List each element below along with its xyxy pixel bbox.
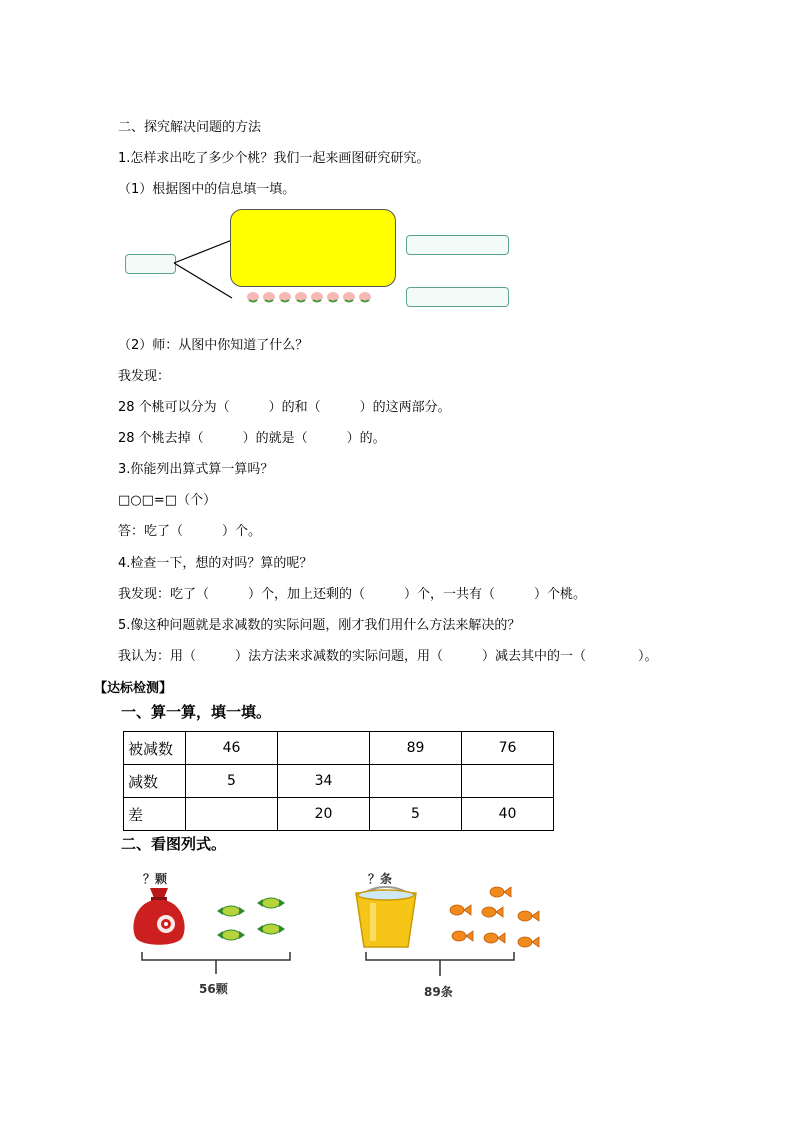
- bottom-brace: [364, 950, 516, 980]
- check-part2-title: 二、看图列式。: [121, 835, 227, 853]
- goldfish-icon: [447, 880, 543, 952]
- discover-label: 我发现：: [118, 369, 171, 384]
- table-cell[interactable]: [186, 798, 278, 831]
- bottom-brace: [140, 950, 292, 978]
- fill-line-b[interactable]: 28 个桃去掉（ ）的就是（ ）的。: [118, 431, 386, 446]
- gift-bag-icon: [130, 884, 188, 948]
- question-4: 4.检查一下，想的对吗？算的呢？: [118, 556, 313, 571]
- eaten-peach-box: [230, 209, 396, 287]
- peach-icon: [294, 291, 308, 303]
- peach-icon: [278, 291, 292, 303]
- table-cell: 被减数: [124, 732, 186, 765]
- section-title: 二、探究解决问题的方法: [118, 120, 262, 135]
- question-1-sub2: （2）师：从图中你知道了什么？: [118, 338, 309, 353]
- candy-total-label: 56颗: [199, 982, 228, 996]
- table-cell[interactable]: 89: [370, 732, 462, 765]
- question-3: 3.你能列出算式算一算吗？: [118, 462, 274, 477]
- table-cell[interactable]: 20: [278, 798, 370, 831]
- table-cell[interactable]: 5: [186, 765, 278, 798]
- question-1-sub1: （1）根据图中的信息填一填。: [118, 182, 296, 197]
- left-answer-box[interactable]: [406, 287, 509, 307]
- think-line[interactable]: 我认为：用（ ）法方法来求减数的实际问题，用（ ）减去其中的一（ ）。: [118, 649, 658, 664]
- fish-total-label: 89条: [424, 985, 453, 999]
- question-5: 5.像这种问题就是求减数的实际问题，刚才我们用什么方法来解决的？: [118, 618, 521, 633]
- table-cell[interactable]: 5: [370, 798, 462, 831]
- peach-icon: [358, 291, 372, 303]
- peach-icon: [310, 291, 324, 303]
- table-cell[interactable]: 34: [278, 765, 370, 798]
- table-cell[interactable]: [370, 765, 462, 798]
- peach-icon: [262, 291, 276, 303]
- subtraction-table: [123, 731, 554, 831]
- peach-icon: [246, 291, 260, 303]
- answer-line[interactable]: 答：吃了（ ）个。: [118, 524, 262, 539]
- table-row: [124, 798, 554, 831]
- table-cell[interactable]: 46: [186, 732, 278, 765]
- table-cell[interactable]: 40: [462, 798, 554, 831]
- question-1: 1.怎样求出吃了多少个桃？我们一起来画图研究研究。: [118, 151, 430, 166]
- table-cell: 差: [124, 798, 186, 831]
- total-answer-box[interactable]: [125, 254, 176, 274]
- candy-question-label: ？颗: [143, 872, 168, 886]
- table-row: [124, 732, 554, 765]
- check-title: 【达标检测】: [94, 681, 173, 696]
- candies-icon: [215, 895, 295, 945]
- check-part1-title: 一、算一算，填一填。: [121, 703, 272, 721]
- peach-icon: [326, 291, 340, 303]
- table-cell[interactable]: [278, 732, 370, 765]
- table-row: [124, 765, 554, 798]
- peach-icon: [342, 291, 356, 303]
- fish-question-label: ？条: [368, 872, 393, 886]
- table-cell: 减数: [124, 765, 186, 798]
- table-cell[interactable]: 76: [462, 732, 554, 765]
- table-cell[interactable]: [462, 765, 554, 798]
- bucket-icon: [350, 885, 422, 951]
- formula-line[interactable]: □○□=□（个）: [118, 493, 217, 508]
- eaten-answer-box[interactable]: [406, 235, 509, 255]
- discover-line-2[interactable]: 我发现：吃了（ ）个，加上还剩的（ ）个，一共有（ ）个桃。: [118, 587, 587, 602]
- fill-line-a[interactable]: 28 个桃可以分为（ ）的和（ ）的这两部分。: [118, 400, 451, 415]
